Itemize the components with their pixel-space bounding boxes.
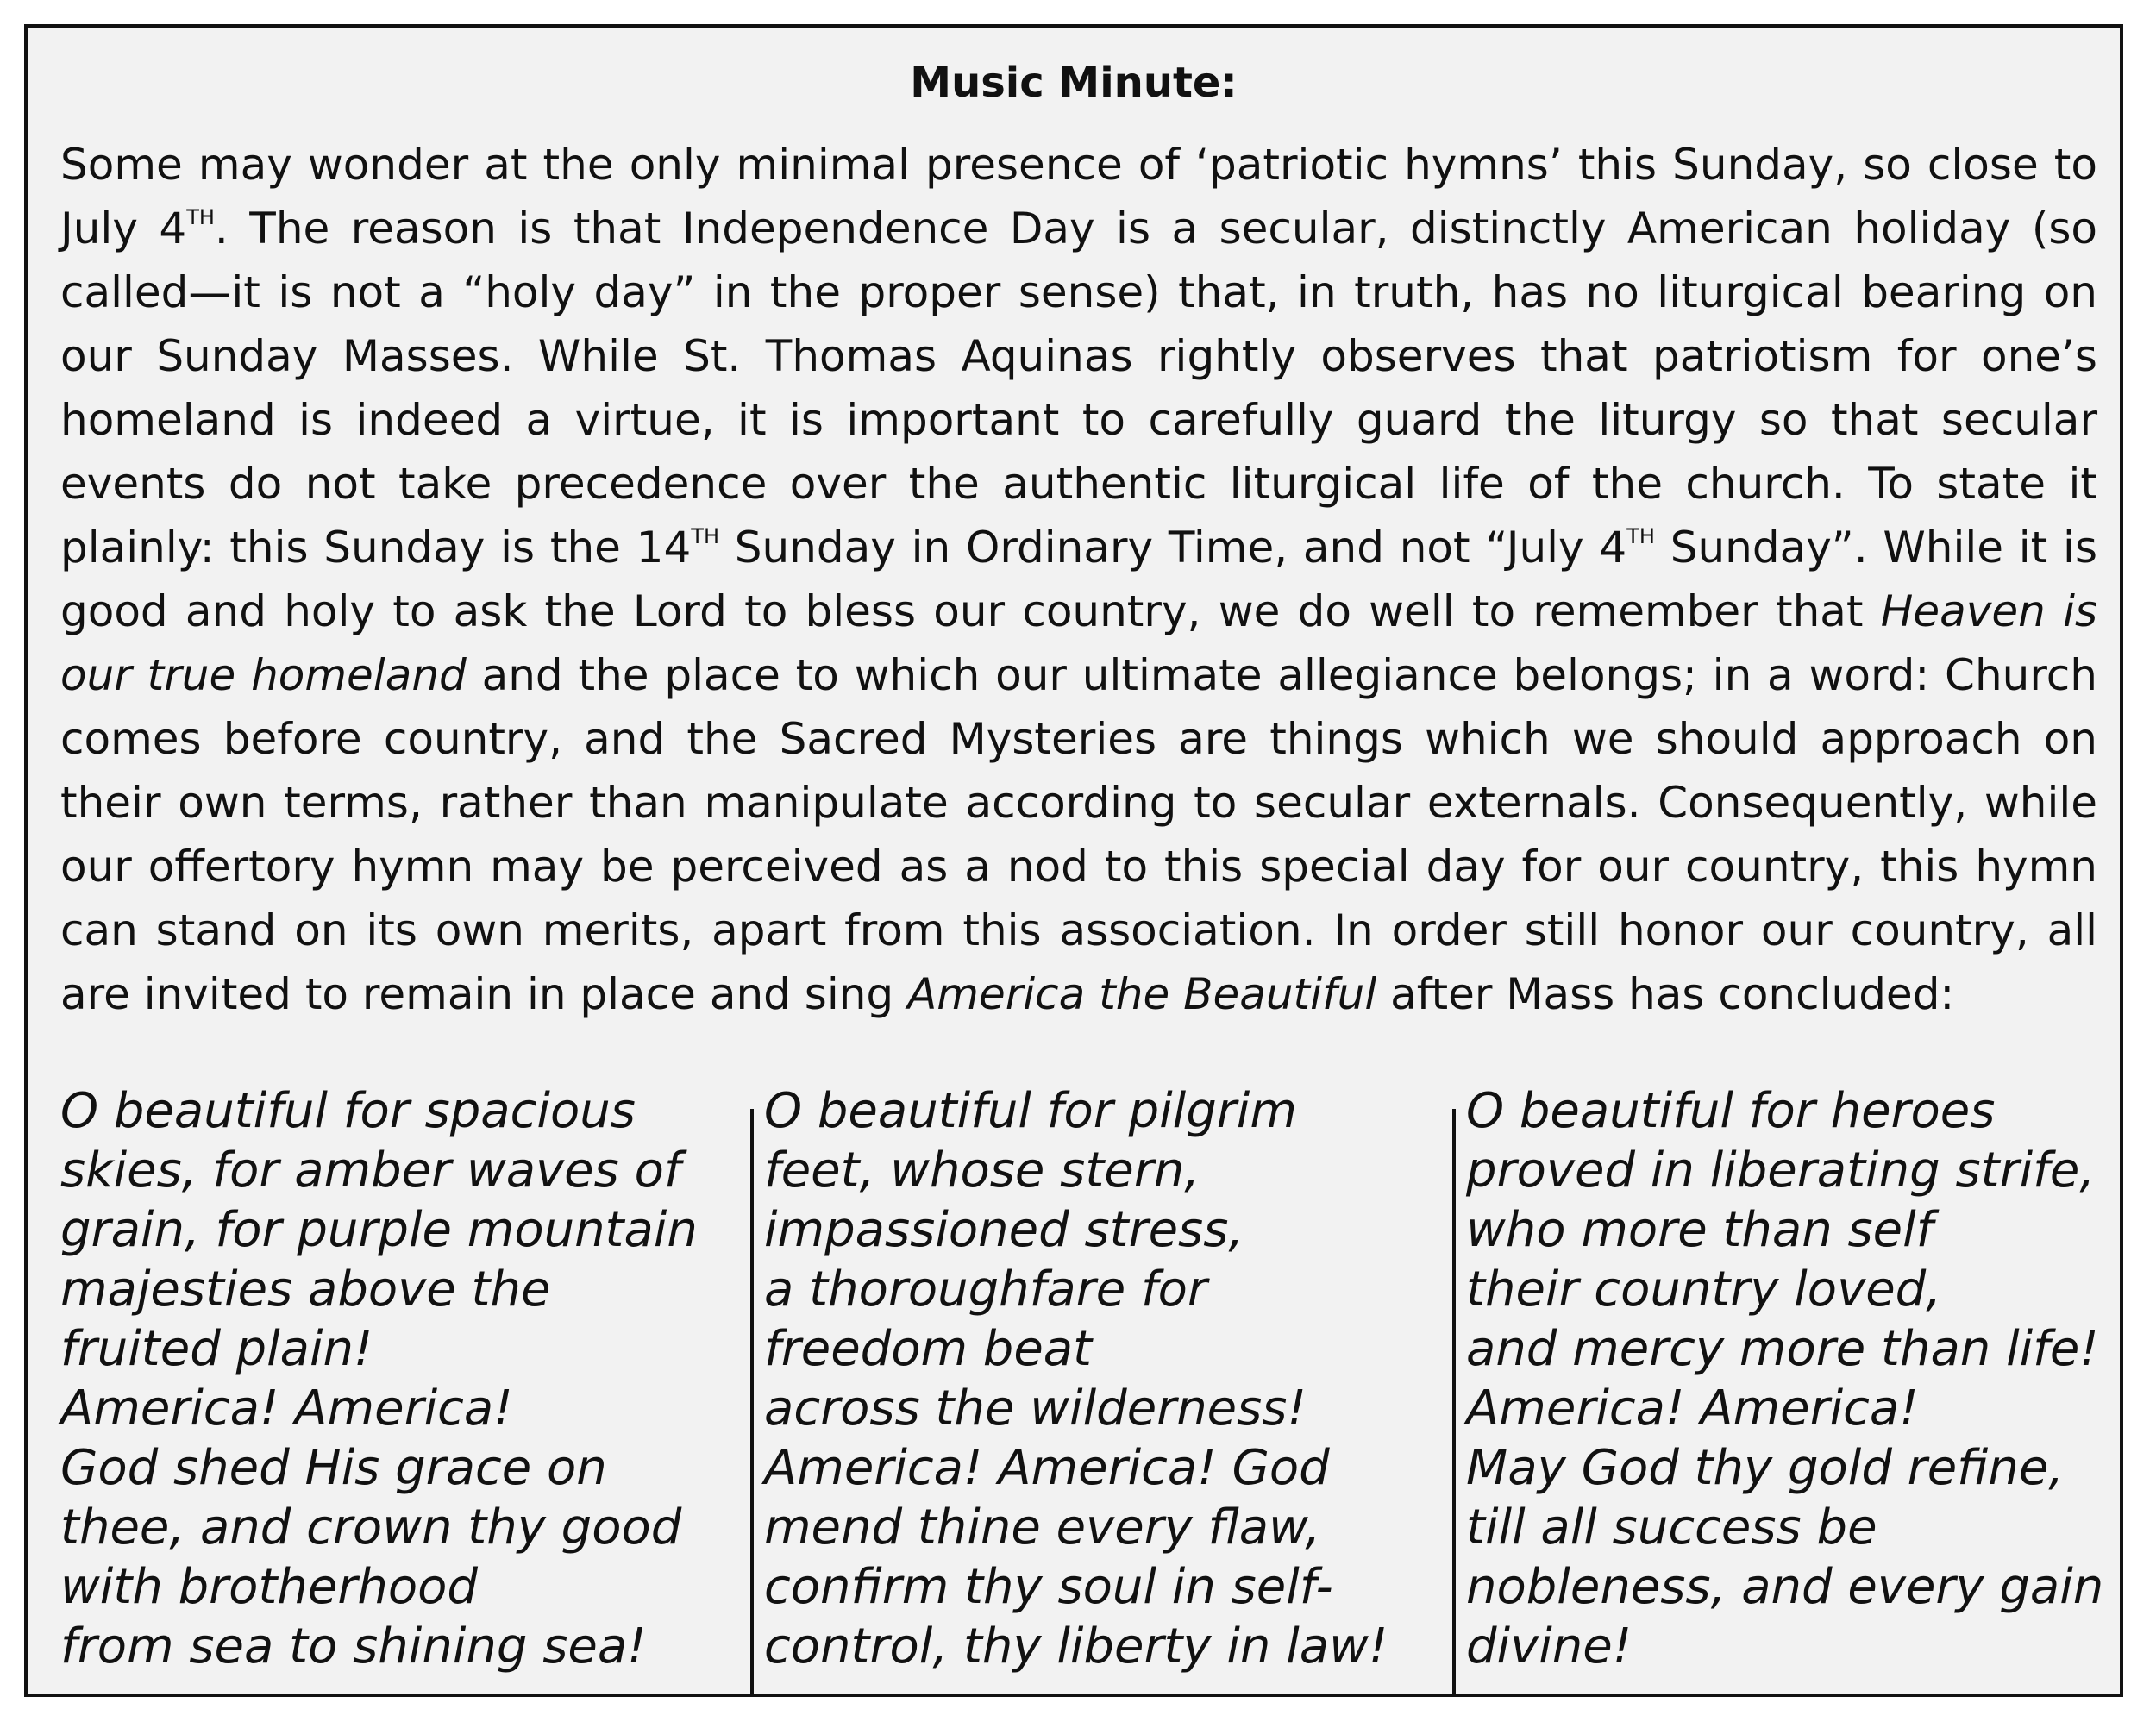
verse-line: confirm thy soul in self- [764,1559,1333,1615]
verse-line: mend thine every flaw, [764,1499,1321,1556]
verse-line: May God thy gold refine, [1466,1440,2065,1496]
verse-line: God shed His grace on [60,1440,607,1496]
verse-line: nobleness, and every gain [1466,1559,2104,1615]
verse-2 [764,1081,1428,1676]
verse-line: O beautiful for spacious [60,1083,636,1139]
verse-1 [60,1081,724,1676]
section-title: Music Minute: [910,59,1238,107]
paragraph-text: Some may wonder at the only minimal presence of ‘patriotic hymns’ this Sunday, so close to July 4 [60,140,2097,254]
verse-line: their country loved, [1466,1262,1942,1318]
verse-line: with brotherhood [60,1559,478,1615]
hymn-title: America the Beautiful [907,969,1377,1019]
verse-line: till all success be [1466,1499,1877,1556]
superscript-th: TH [691,524,720,548]
verse-line: freedom beat [764,1321,1093,1377]
verse-line: who more than self [1466,1202,1934,1258]
verse-line: skies, for amber waves of [60,1143,681,1199]
verse-line: feet, whose stern, [764,1143,1200,1199]
verse-line: divine! [1466,1618,1633,1675]
body-paragraph [60,133,2097,1026]
verse-line: grain, for purple mountain [60,1202,698,1258]
superscript-th: TH [186,205,215,229]
verse-line: O beautiful for pilgrim [764,1083,1297,1139]
verse-line: a thoroughfare for [764,1262,1207,1318]
hymn-verses [60,1081,2103,1685]
verse-line: and mercy more than life! [1466,1321,2099,1377]
paragraph-text: and the place to which our ultimate allegiance belongs; in a word: Church comes before country, and the Sacred Mysteries are things which we should approach on their own terms, rather than manipulate according to secular externals. Consequently, while our offertory hymn may be perceived as a nod to this special day for our country, this hymn can stand on its own merits, apart from this association. In order still honor our country, all are invited to remain in place and sing [60,650,2097,1019]
verse-line: across the wilderness! [764,1381,1307,1437]
verse-line: control, thy liberty in law! [764,1618,1388,1675]
paragraph-text: Sunday in Ordinary Time, and not “July 4 [719,523,1627,573]
column-divider [750,1109,754,1694]
verse-line: O beautiful for heroes [1466,1083,1996,1139]
verse-3 [1466,1081,2130,1676]
paragraph-text: Sunday”. While it is good and holy to ask the Lord to bless our country, we do well to remember that [60,523,2097,636]
column-divider [1452,1109,1456,1694]
verse-line: fruited plain! [60,1321,373,1377]
verse-line: proved in liberating strife, [1466,1143,2096,1199]
verse-line: from sea to shining sea! [60,1618,647,1675]
superscript-th: TH [1626,524,1655,548]
verse-line: America! America! God [764,1440,1330,1496]
verse-line: majesties above the [60,1262,551,1318]
paragraph-text: . The reason is that Independence Day is a secular, distinctly American holiday (so called—it is not a “holy day” in the proper sense) that, in truth, has no liturgical bearing on our Sunday Masses. While St. Thomas Aquinas rightly observes that patriotism for one’s homeland is indeed a virtue, it is important to carefully guard the liturgy so that secular events do not take precedence over the authentic liturgical life of the church. To state it plainly: this Sunday is the 14 [60,203,2097,573]
verse-line: America! America! [60,1381,513,1437]
verse-line: America! America! [1466,1381,1919,1437]
paragraph-text: after Mass has concluded: [1376,969,1955,1019]
verse-line: thee, and crown thy good [60,1499,682,1556]
verse-line: impassioned stress, [764,1202,1244,1258]
italic-phrase: Heaven is our true homeland [60,586,2098,700]
music-minute-box [24,24,2123,1697]
